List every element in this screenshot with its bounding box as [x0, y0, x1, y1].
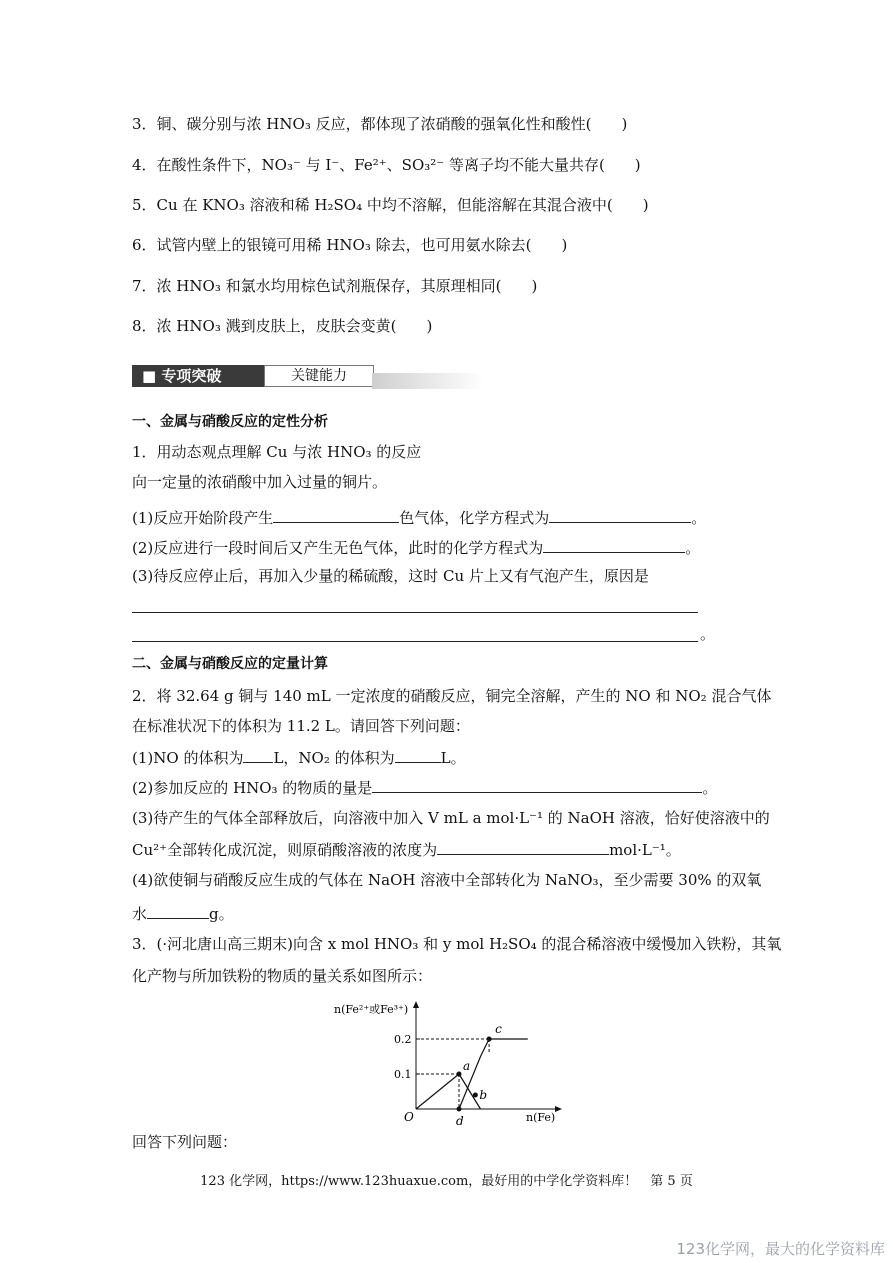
- banner-title: ■ 专项突破: [132, 365, 264, 387]
- y-axis-label: n(Fe²⁺或Fe³⁺): [334, 1003, 409, 1016]
- site-watermark: 123化学网，最大的化学资料库: [676, 1240, 885, 1258]
- answer-blank[interactable]: [147, 902, 209, 919]
- series-line-2: [459, 1039, 528, 1109]
- origin-label: O: [404, 1110, 414, 1124]
- point-d: [457, 1107, 462, 1112]
- point-label-b: b: [479, 1088, 488, 1102]
- q2-part3-line2: Cu²⁺全部转化成沉淀，则原硝酸溶液的浓度为 mol·L⁻¹。: [132, 838, 681, 860]
- q2-line2: 在标准状况下的体积为 11.2 L。请回答下列问题：: [132, 717, 470, 735]
- q2-part4-line1: (4)欲使铜与硝酸反应生成的气体在 NaOH 溶液中全部转化为 NaNO₃，至少需要 30% 的双氧: [132, 871, 762, 889]
- statement-3: 3．铜、碳分别与浓 HNO₃ 反应，都体现了浓硝酸的强氧化性和酸性( ): [132, 115, 628, 133]
- y-tick-label: 0.1: [394, 1068, 412, 1081]
- x-axis-arrow: [555, 1106, 562, 1112]
- q3-line1: 3．(·河北唐山高三期末)向含 x mol HNO₃ 和 y mol H₂SO₄ 的混合稀溶液中缓慢加入铁粉，其氧: [132, 935, 782, 953]
- answer-line[interactable]: [132, 641, 698, 642]
- answer-prompt: 回答下列问题：: [132, 1133, 238, 1151]
- answer-blank[interactable]: [395, 746, 441, 763]
- series-line-3: [459, 1074, 481, 1109]
- section1-heading: 一、金属与硝酸反应的定性分析: [132, 414, 328, 430]
- answer-blank[interactable]: [372, 776, 702, 793]
- answer-blank[interactable]: [273, 506, 399, 523]
- answer-line[interactable]: [132, 612, 698, 613]
- point-a: [457, 1072, 462, 1077]
- answer-blank[interactable]: [243, 746, 273, 763]
- q1-part3: (3)待反应停止后，再加入少量的稀硫酸，这时 Cu 片上又有气泡产生，原因是: [132, 567, 649, 585]
- iron-oxidation-chart: [330, 995, 570, 1125]
- q2-part4-line2: 水 g。: [132, 902, 234, 924]
- series-line-1: [416, 1074, 459, 1109]
- banner-subtitle: 关键能力: [264, 365, 374, 387]
- x-axis-label: n(Fe): [526, 1111, 556, 1124]
- statement-6: 6．试管内壁上的银镜可用稀 HNO₃ 除去，也可用氨水除去( ): [132, 236, 568, 254]
- y-tick-label: 0.2: [394, 1033, 412, 1046]
- q1-part2: (2)反应进行一段时间后又产生无色气体，此时的化学方程式为 。: [132, 536, 700, 558]
- section2-heading: 二、金属与硝酸反应的定量计算: [132, 656, 328, 672]
- statement-5: 5．Cu 在 KNO₃ 溶液和稀 H₂SO₄ 中均不溶解，但能溶解在其混合液中( ): [132, 196, 649, 214]
- q1-title: 1．用动态观点理解 Cu 与浓 HNO₃ 的反应: [132, 443, 422, 461]
- banner-decoration: [372, 373, 484, 389]
- q1-intro: 向一定量的浓硝酸中加入过量的铜片。: [132, 473, 388, 491]
- point-b: [473, 1093, 478, 1098]
- section-banner: [132, 363, 484, 391]
- y-axis-arrow: [413, 1001, 419, 1008]
- q1-part3-end: 。: [700, 625, 716, 643]
- q2-part2: (2)参加反应的 HNO₃ 的物质的量是 。: [132, 776, 717, 798]
- q1-part1: (1)反应开始阶段产生 色气体，化学方程式为 。: [132, 506, 706, 528]
- statement-8: 8．浓 HNO₃ 溅到皮肤上，皮肤会变黄( ): [132, 317, 433, 335]
- statement-7: 7．浓 HNO₃ 和氯水均用棕色试剂瓶保存，其原理相同( ): [132, 277, 538, 295]
- answer-blank[interactable]: [549, 506, 691, 523]
- answer-blank[interactable]: [543, 536, 685, 553]
- point-label-d: d: [456, 1114, 464, 1125]
- point-c: [487, 1037, 492, 1042]
- q2-part3-line1: (3)待产生的气体全部释放后，向溶液中加入 V mL a mol·L⁻¹ 的 NaOH 溶液，恰好使溶液中的: [132, 809, 770, 827]
- q2-line1: 2．将 32.64 g 铜与 140 mL 一定浓度的硝酸反应，铜完全溶解，产生的 NO 和 NO₂ 混合气体: [132, 687, 772, 705]
- point-label-a: a: [463, 1059, 471, 1073]
- point-label-c: c: [495, 1022, 502, 1036]
- statement-4: 4．在酸性条件下，NO₃⁻ 与 I⁻、Fe²⁺、SO₃²⁻ 等离子均不能大量共存( ): [132, 156, 641, 174]
- page-footer: 123 化学网，https://www.123huaxue.com，最好用的中学化学资料库！ 第 5 页: [200, 1174, 693, 1189]
- q3-line2: 化产物与所加铁粉的物质的量关系如图所示：: [132, 967, 433, 985]
- q2-part1: (1)NO 的体积为 L，NO₂ 的体积为 L。: [132, 746, 466, 768]
- answer-blank[interactable]: [437, 838, 609, 855]
